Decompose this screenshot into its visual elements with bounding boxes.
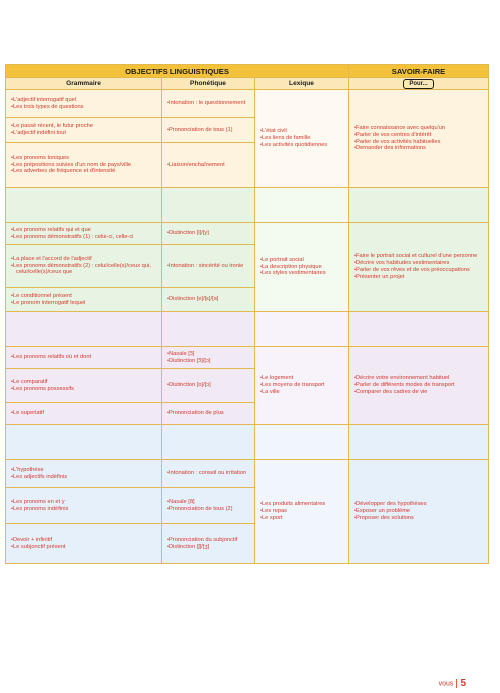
grammaire-cell <box>6 460 162 488</box>
phonetique-cell <box>162 488 255 524</box>
phonetique-list <box>164 499 252 513</box>
list-item: • Les adjectifs indéfinis <box>11 474 159 481</box>
list-item: • Les adverbes de fréquence et d'intensité <box>11 168 159 175</box>
savoir-faire-cell <box>349 460 489 564</box>
list-item: • Distinction [i]/[y] <box>167 230 252 237</box>
unit-spacer <box>6 188 489 223</box>
list-item: • La description physique <box>260 264 346 271</box>
grammaire-list <box>8 293 159 307</box>
list-item: • L'hypothèse <box>11 467 159 474</box>
contents-table <box>5 64 489 564</box>
grammaire-list <box>8 354 159 361</box>
grammaire-cell <box>6 288 162 312</box>
phonetique-cell <box>162 403 255 425</box>
lexique-cell <box>255 347 349 425</box>
grammaire-list <box>8 97 159 111</box>
list-item: • La ville <box>260 389 346 396</box>
grammaire-cell <box>6 143 162 188</box>
list-item: • Intonation : conseil ou irritation <box>167 470 252 477</box>
phonetique-cell <box>162 347 255 369</box>
phonetique-list <box>164 162 252 169</box>
list-item: • Les trois types de questions <box>11 104 159 111</box>
list-item: • Distinction [ʃ]/[ʒ] <box>167 544 252 551</box>
grammaire-list <box>8 467 159 481</box>
phonetique-header: Phonétique <box>162 78 255 90</box>
footer-divider <box>456 679 457 688</box>
grammaire-cell <box>6 369 162 403</box>
unit-spacer <box>6 312 489 347</box>
grammaire-list <box>8 379 159 393</box>
unit-row <box>6 347 489 369</box>
list-item: • Parler de différents modes de transport <box>354 382 486 389</box>
list-item: • La place et l'accord de l'adjectif <box>11 256 159 263</box>
list-item: • Les activités quotidiennes <box>260 142 346 149</box>
savoir-faire-list <box>351 253 486 280</box>
list-item: • Parler de vos centres d'intérêt <box>354 132 486 139</box>
lexique-list <box>257 257 346 277</box>
list-item: • L'adjectif interrogatif quel <box>11 97 159 104</box>
list-item: • Décrire votre environnement habituel <box>354 375 486 382</box>
list-item: • Parler de vos activités habituelles <box>354 139 486 146</box>
phonetique-cell <box>162 223 255 245</box>
list-item: • Prononciation de plus <box>167 410 252 417</box>
phonetique-cell <box>162 524 255 564</box>
phonetique-list <box>164 410 252 417</box>
list-item: • Le conditionnel présent <box>11 293 159 300</box>
list-item: • Présenter un projet <box>354 274 486 281</box>
list-item: • Les pronoms en et y <box>11 499 159 506</box>
unit-row <box>6 223 489 245</box>
pour-badge: Pour... <box>403 79 433 89</box>
list-item: • Prononciation de tous (1) <box>167 127 252 134</box>
page-number: 5 <box>460 678 466 689</box>
list-item: • Demander des informations <box>354 145 486 152</box>
phonetique-list <box>164 351 252 365</box>
list-item: • Le subjonctif présent <box>11 544 159 551</box>
grammaire-list <box>8 410 159 417</box>
savoir-faire-header: SAVOIR-FAIRE <box>349 65 489 78</box>
lexique-list <box>257 128 346 148</box>
grammaire-cell <box>6 118 162 143</box>
list-item: • Intonation : le questionnement <box>167 100 252 107</box>
list-item: • Exposer un problème <box>354 508 486 515</box>
list-item: • Les liens de famille <box>260 135 346 142</box>
phonetique-list <box>164 296 252 303</box>
grammaire-cell <box>6 223 162 245</box>
list-item: • Les pronoms démonstratifs (1) : celui-ci, celle-ci <box>11 234 159 241</box>
grammaire-list <box>8 155 159 175</box>
list-item: • Les moyens de transport <box>260 382 346 389</box>
list-item: • Développer des hypothèses <box>354 501 486 508</box>
list-item: • Les repas <box>260 508 346 515</box>
list-item: • Distinction [e]/[ɛ]/[ə] <box>167 296 252 303</box>
list-item: • L'adjectif indéfini tout <box>11 130 159 137</box>
list-item: • Le pronom interrogatif lequel <box>11 300 159 307</box>
list-item: • Les pronoms démonstratifs (2) : celui/celle(s)/ceux qui, celui/celle(s)/ceux que <box>11 263 159 277</box>
list-item: • Décrire vos habitudes vestimentaires <box>354 260 486 267</box>
list-item: • Distinction [ɔ̃]/[ɔ] <box>167 358 252 365</box>
lexique-list <box>257 501 346 521</box>
lexique-cell <box>255 460 349 564</box>
lexique-list <box>257 375 346 395</box>
grammaire-cell <box>6 347 162 369</box>
phonetique-list <box>164 127 252 134</box>
savoir-faire-cell <box>349 90 489 188</box>
list-item: • Distinction [o]/[ɔ] <box>167 382 252 389</box>
list-item: • Le comparatif <box>11 379 159 386</box>
grammaire-list <box>8 499 159 513</box>
list-item: • Les produits alimentaires <box>260 501 346 508</box>
phonetique-cell <box>162 369 255 403</box>
grammaire-list <box>8 123 159 137</box>
phonetique-list <box>164 537 252 551</box>
phonetique-cell <box>162 90 255 118</box>
list-item: • Intonation : sincérité ou ironie <box>167 263 252 270</box>
list-item: • Devoir + infinitif <box>11 537 159 544</box>
grammaire-cell <box>6 90 162 118</box>
phonetique-cell <box>162 143 255 188</box>
phonetique-list <box>164 382 252 389</box>
unit-row <box>6 90 489 118</box>
savoir-faire-list <box>351 375 486 395</box>
list-item: • Liaison/enchaînement <box>167 162 252 169</box>
list-item: • Le passé récent, le futur proche <box>11 123 159 130</box>
list-item: • Faire le portrait social et culturel d'une personne <box>354 253 486 260</box>
list-item: • L'état civil <box>260 128 346 135</box>
list-item: • Les pronoms indéfinis <box>11 506 159 513</box>
grammaire-header: Grammaire <box>6 78 162 90</box>
grammaire-list <box>8 537 159 551</box>
savoir-faire-list <box>351 501 486 521</box>
objectifs-header: OBJECTIFS LINGUISTIQUES <box>6 65 349 78</box>
phonetique-list <box>164 230 252 237</box>
savoir-faire-cell <box>349 223 489 312</box>
list-item: • Proposer des solutions <box>354 515 486 522</box>
phonetique-list <box>164 263 252 270</box>
list-item: • Nasale [ɔ̃] <box>167 351 252 358</box>
grammaire-cell <box>6 403 162 425</box>
list-item: • Les pronoms possessifs <box>11 386 159 393</box>
phonetique-list <box>164 470 252 477</box>
list-item: • Le superlatif <box>11 410 159 417</box>
grammaire-list <box>8 256 159 276</box>
list-item: • Les styles vestimentaires <box>260 270 346 277</box>
lexique-cell <box>255 223 349 312</box>
list-item: • Le logement <box>260 375 346 382</box>
phonetique-cell <box>162 245 255 288</box>
list-item: • Prononciation de tous (2) <box>167 506 252 513</box>
list-item: • Le portrait social <box>260 257 346 264</box>
list-item: • Prononciation du subjonctif <box>167 537 252 544</box>
lexique-cell <box>255 90 349 188</box>
grammaire-cell <box>6 245 162 288</box>
list-item: • Le sport <box>260 515 346 522</box>
list-item: • Comparer des cadres de vie <box>354 389 486 396</box>
list-item: • Les pronoms toniques <box>11 155 159 162</box>
phonetique-cell <box>162 460 255 488</box>
grammaire-list <box>8 227 159 241</box>
footer-label: vous <box>438 680 454 688</box>
list-item: • Les prépositions suivies d'un nom de pays/ville <box>11 162 159 169</box>
list-item: • Les pronoms relatifs où et dont <box>11 354 159 361</box>
contents-table-wrapper <box>5 64 488 564</box>
savoir-faire-list <box>351 125 486 152</box>
phonetique-cell <box>162 118 255 143</box>
list-item: • Parler de vos rêves et de vos préoccupations <box>354 267 486 274</box>
savoir-faire-cell <box>349 347 489 425</box>
list-item: • Les pronoms relatifs qui et que <box>11 227 159 234</box>
grammaire-cell <box>6 524 162 564</box>
pour-header <box>349 78 489 90</box>
phonetique-cell <box>162 288 255 312</box>
list-item: • Nasale [ɑ̃] <box>167 499 252 506</box>
list-item: • Faire connaissance avec quelqu'un <box>354 125 486 132</box>
page-footer <box>439 678 466 689</box>
phonetique-list <box>164 100 252 107</box>
lexique-header: Lexique <box>255 78 349 90</box>
unit-row <box>6 460 489 488</box>
unit-spacer <box>6 425 489 460</box>
grammaire-cell <box>6 488 162 524</box>
